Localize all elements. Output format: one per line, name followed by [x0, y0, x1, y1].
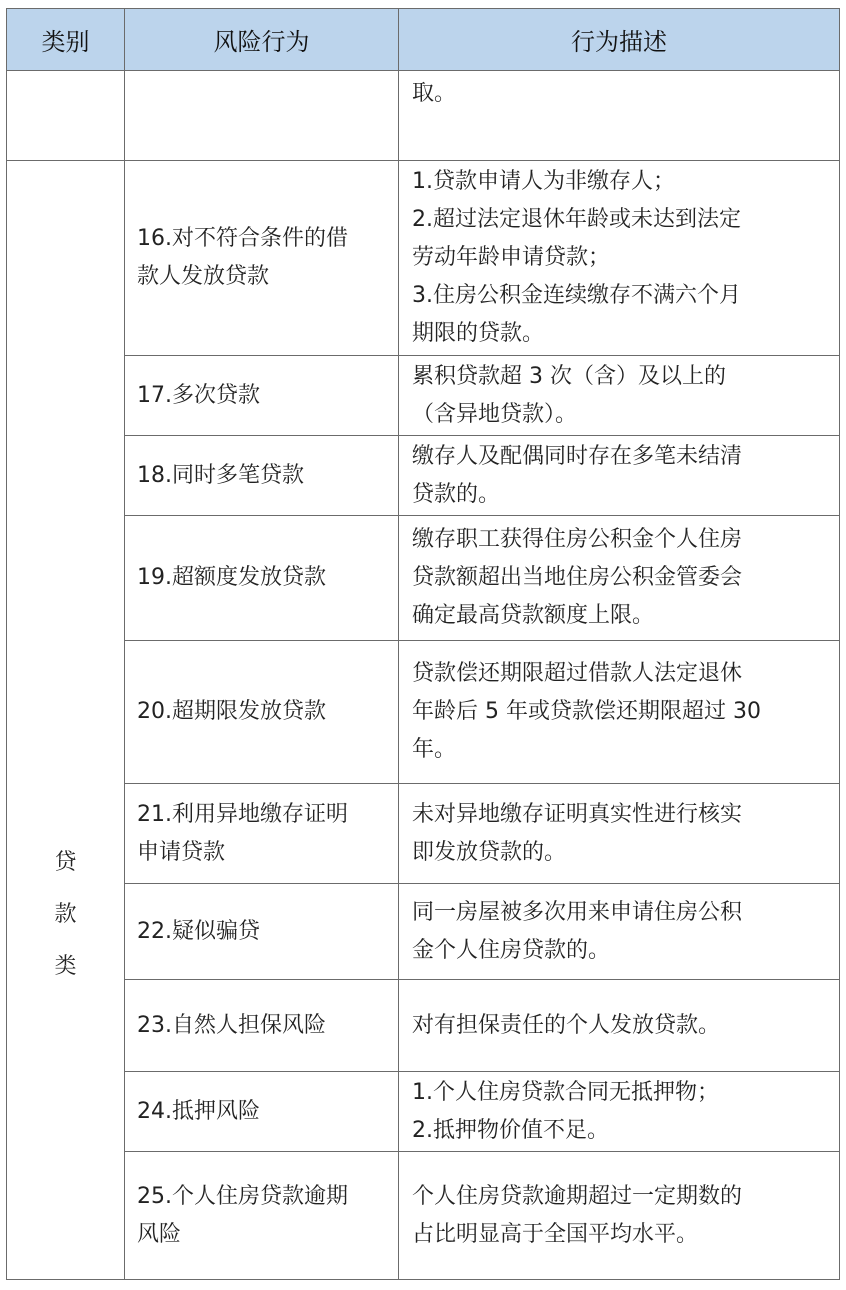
description-line: 同一房屋被多次用来申请住房公积 [412, 899, 743, 925]
description-line: 金个人住房贷款的。 [412, 937, 611, 963]
description-line: （含异地贷款）。 [412, 401, 578, 427]
description-cell [399, 1152, 840, 1280]
risk-line: 25.个人住房贷款逾期 [137, 1183, 348, 1209]
description-line: 缴存人及配偶同时存在多笔未结清 [412, 443, 743, 469]
risk-line: 18.同时多笔贷款 [137, 462, 304, 488]
risk-line: 19.超额度发放贷款 [137, 565, 326, 590]
risk-behavior-cell [125, 516, 399, 641]
description-cell [399, 980, 840, 1072]
header-risk-behavior: 风险行为 [125, 9, 399, 71]
table-row [7, 161, 840, 356]
risk-behavior-cell [125, 884, 399, 980]
description-cell [399, 641, 840, 784]
table-row [7, 884, 840, 980]
risk-table [6, 8, 840, 1280]
description-line: 3.住房公积金连续缴存不满六个月 [412, 283, 741, 308]
risk-line: 16.对不符合条件的借 [137, 226, 348, 251]
description-line: 未对异地缴存证明真实性进行核实 [412, 801, 743, 827]
table-row [7, 784, 840, 884]
table-row [7, 1152, 840, 1280]
table-row [7, 1072, 840, 1152]
description-line: 贷款额超出当地住房公积金管委会 [412, 565, 743, 590]
description-cell [399, 884, 840, 980]
description-line: 2.抵押物价值不足。 [412, 1117, 609, 1143]
description-line: 期限的贷款。 [412, 321, 545, 346]
risk-line: 21.利用异地缴存证明 [137, 801, 348, 827]
risk-behavior-cell [125, 980, 399, 1072]
risk-behavior-cell [125, 161, 399, 356]
risk-behavior-cell [125, 1072, 399, 1152]
table-row [7, 641, 840, 784]
description-cell [399, 784, 840, 884]
description-line: 累积贷款超 3 次（含）及以上的 [412, 363, 726, 389]
description-line: 劳动年龄申请贷款； [412, 245, 611, 270]
description-line: 2.超过法定退休年龄或未达到法定 [412, 207, 741, 232]
risk-behavior-cell [125, 436, 399, 516]
description-cell [399, 161, 840, 356]
description-line: 个人住房贷款逾期超过一定期数的 [412, 1183, 743, 1209]
risk-line: 风险 [137, 1221, 182, 1247]
header-behavior-description: 行为描述 [399, 9, 840, 71]
description-line: 年龄后 5 年或贷款偿还期限超过 30 [412, 699, 761, 724]
risk-line: 24.抵押风险 [137, 1098, 260, 1124]
risk-line: 23.自然人担保风险 [137, 1012, 326, 1038]
continuation-row [7, 71, 840, 161]
category-cell [7, 161, 125, 1280]
table-header-row [7, 9, 840, 71]
description-cell [399, 356, 840, 436]
table-row [7, 356, 840, 436]
continuation-category-cell [7, 71, 125, 161]
continuation-description: 取。 [399, 71, 840, 161]
risk-line: 申请贷款 [137, 839, 226, 865]
risk-line: 22.疑似骗贷 [137, 918, 260, 944]
description-line: 缴存职工获得住房公积金个人住房 [412, 527, 743, 552]
risk-behavior-cell [125, 784, 399, 884]
table-row [7, 516, 840, 641]
header-category: 类别 [7, 9, 125, 71]
description-line: 1.贷款申请人为非缴存人； [412, 169, 675, 194]
risk-line: 款人发放贷款 [137, 264, 270, 289]
risk-behavior-cell [125, 356, 399, 436]
description-line: 1.个人住房贷款合同无抵押物； [412, 1079, 719, 1105]
risk-behavior-cell [125, 1152, 399, 1280]
description-line: 占比明显高于全国平均水平。 [412, 1221, 699, 1247]
description-line: 年。 [412, 737, 457, 762]
description-line: 贷款偿还期限超过借款人法定退休 [412, 661, 743, 686]
risk-behavior-cell [125, 641, 399, 784]
category-char: 款 [54, 902, 77, 927]
description-line: 贷款的。 [412, 481, 501, 507]
description-cell [399, 436, 840, 516]
table-row [7, 980, 840, 1072]
risk-line: 20.超期限发放贷款 [137, 699, 326, 724]
category-char: 类 [54, 954, 77, 979]
category-char: 贷 [54, 850, 77, 875]
description-line: 对有担保责任的个人发放贷款。 [412, 1012, 721, 1038]
description-line: 即发放贷款的。 [412, 839, 567, 865]
risk-line: 17.多次贷款 [137, 382, 260, 408]
description-cell [399, 1072, 840, 1152]
description-cell [399, 516, 840, 641]
continuation-risk-cell [125, 71, 399, 161]
description-line: 确定最高贷款额度上限。 [412, 603, 655, 628]
table-row [7, 436, 840, 516]
